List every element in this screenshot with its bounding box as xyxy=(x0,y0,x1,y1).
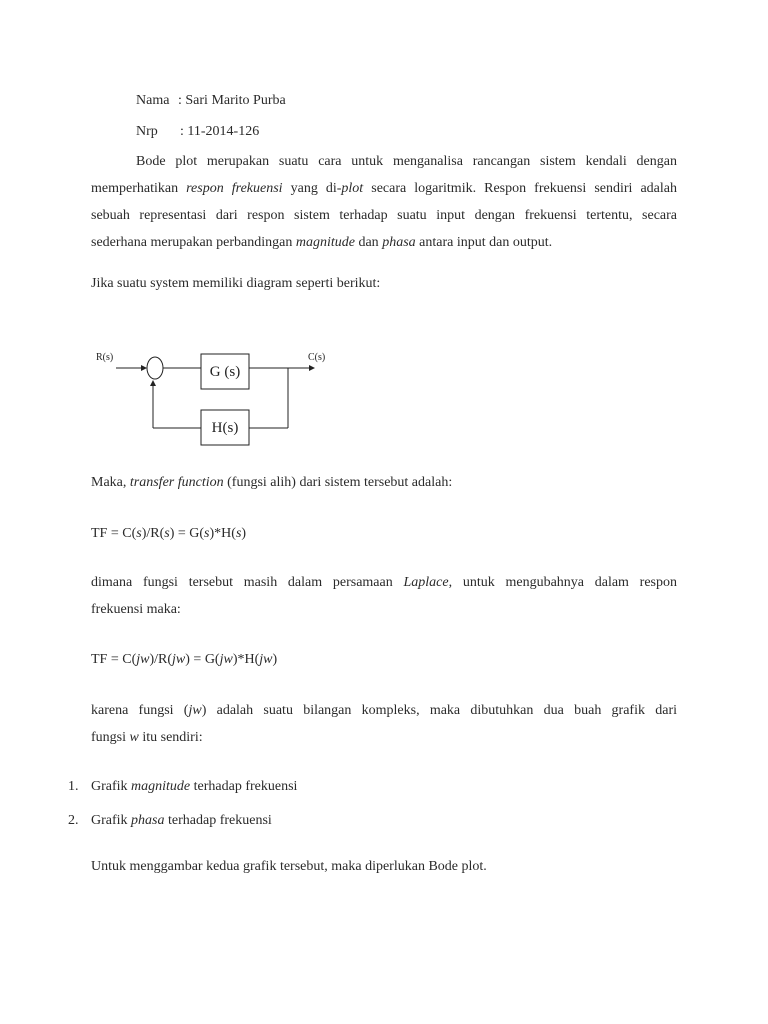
list-item: 2. Grafik phasa terhadap frekuensi xyxy=(68,813,272,828)
intro-line-3: sebuah representasi dari respon sistem terhadap suatu input dengan frekuensi tertentu, secara xyxy=(91,208,677,223)
nrp-label: Nrp xyxy=(136,124,158,139)
equation-frequency: TF = C(jw)/R(jw) = G(jw)*H(jw) xyxy=(91,652,278,667)
dimana-line-2: frekuensi maka: xyxy=(91,602,181,617)
list-item: 1. Grafik magnitude terhadap frekuensi xyxy=(68,779,298,794)
summing-junction xyxy=(147,357,163,379)
intro-line-1: Bode plot merupakan suatu cara untuk menganalisa rancangan sistem kendali dengan xyxy=(136,154,677,169)
name-label: Nama xyxy=(136,93,170,108)
output-label: C(s) xyxy=(308,352,326,363)
nrp-line xyxy=(136,124,259,140)
feedback-block-label: H(s) xyxy=(211,420,239,436)
closing-line: Untuk menggambar kedua grafik tersebut, maka diperlukan Bode plot. xyxy=(91,859,487,874)
intro-line-4: sederhana merupakan perbandingan magnitude dan phasa antara input dan output. xyxy=(91,235,553,250)
karena-line-1: karena fungsi (jw) adalah suatu bilangan kompleks, maka dibutuhkan dua buah grafik dari xyxy=(91,703,678,718)
karena-line-2: fungsi w itu sendiri: xyxy=(91,730,203,745)
transfer-function-intro: Maka, transfer function (fungsi alih) dari sistem tersebut adalah: xyxy=(91,475,453,490)
block-diagram xyxy=(92,340,342,452)
nrp-value: : 11-2014-126 xyxy=(180,124,260,139)
equation-laplace: TF = C(s)/R(s) = G(s)*H(s) xyxy=(91,526,247,541)
intro-line-2: memperhatikan respon frekuensi yang di-plot secara logaritmik. Respon frekuensi sendiri adalah xyxy=(91,181,677,196)
name-value: : Sari Marito Purba xyxy=(178,93,286,108)
dimana-line-1: dimana fungsi tersebut masih dalam persamaan Laplace, untuk mengubahnya dalam respon xyxy=(91,575,678,590)
forward-block-label: G (s) xyxy=(209,364,241,380)
input-label: R(s) xyxy=(96,352,114,363)
diagram-intro: Jika suatu system memiliki diagram seperti berikut: xyxy=(91,276,381,291)
name-line xyxy=(136,93,286,109)
